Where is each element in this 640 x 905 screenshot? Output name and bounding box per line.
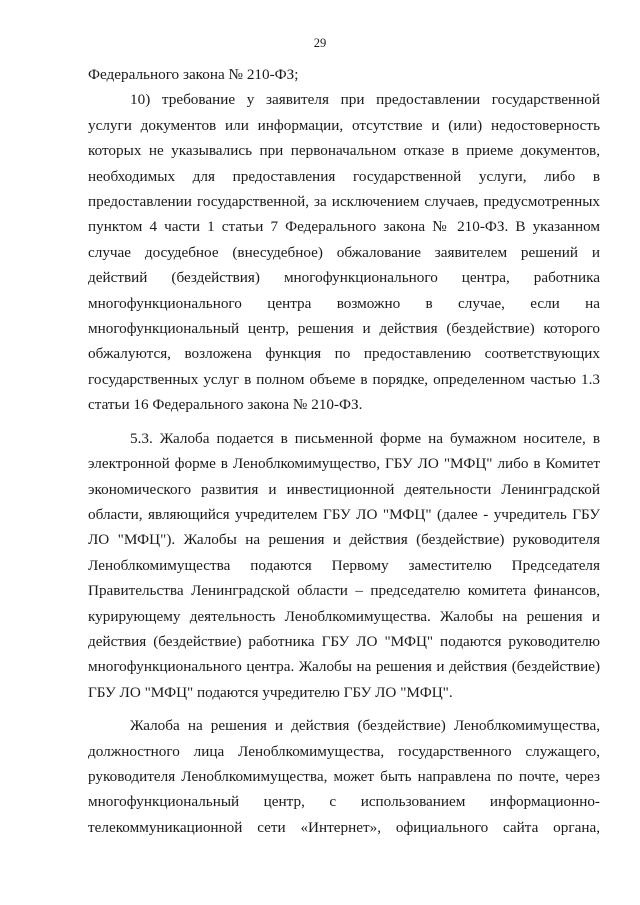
paragraph-law-reference: Федерального закона № 210-ФЗ; [88, 66, 299, 83]
page-number: 29 [313, 36, 327, 50]
document-body [88, 62, 600, 840]
paragraph-5-3: 5.3. Жалоба подается в письменной форме на бумажном носителе, в электронной форме в Леноблкомимущество, ГБУ ЛО "МФЦ" либо в Комитет экономического развития и инвестиционной деятельности Ленинградской области, являющийся учредителем ГБУ ЛО "МФЦ" (далее - учредитель ГБУ ЛО "МФЦ"). Жалобы на решения и действия (бездействие) руководителя Леноблкомимущества подаются Первому заместителю Председателя Правительства Ленинградской области – председателю комитета финансов, курирующему деятельность Леноблкомимущества. Жалобы на решения и действия (бездействие) работника ГБУ ЛО "МФЦ" подаются руководителю многофункционального центра. Жалобы на решения и действия (бездействие) ГБУ ЛО "МФЦ" подаются учредителю ГБУ ЛО "МФЦ". [88, 429, 600, 701]
paragraph-item-10: 10) требование у заявителя при предоставлении государственной услуги документов или информации, отсутствие и (или) недостоверность которых не указывались при первоначальном отказе в приеме документов, необходимых для предоставления государственной услуги, либо в предоставлении государственной, за исключением случаев, предусмотренных пунктом 4 части 1 статьи 7 Федерального закона № 210-ФЗ. В указанном случае досудебное (внесудебное) обжалование заявителем решений и действий (бездействия) многофункционального центра, работника многофункционального центра возможно в случае, если на многофункциональный центр, решения и действия (бездействие) которого обжалуются, возложена функция по предоставлению соответствующих государственных услуг в полном объеме в порядке, определенном частью 1.3 статьи 16 Федерального закона № 210-ФЗ. [88, 91, 600, 414]
paragraph-complaint-submission: Жалоба на решения и действия (бездействие) Леноблкомимущества, должностного лица Леноблкомимущества, государственного служащего, руководителя Леноблкомимущества, может быть направлена по почте, через многофункциональный центр, с использованием информационно-телекоммуникационной сети «Интернет», официального сайта органа, [88, 717, 600, 836]
